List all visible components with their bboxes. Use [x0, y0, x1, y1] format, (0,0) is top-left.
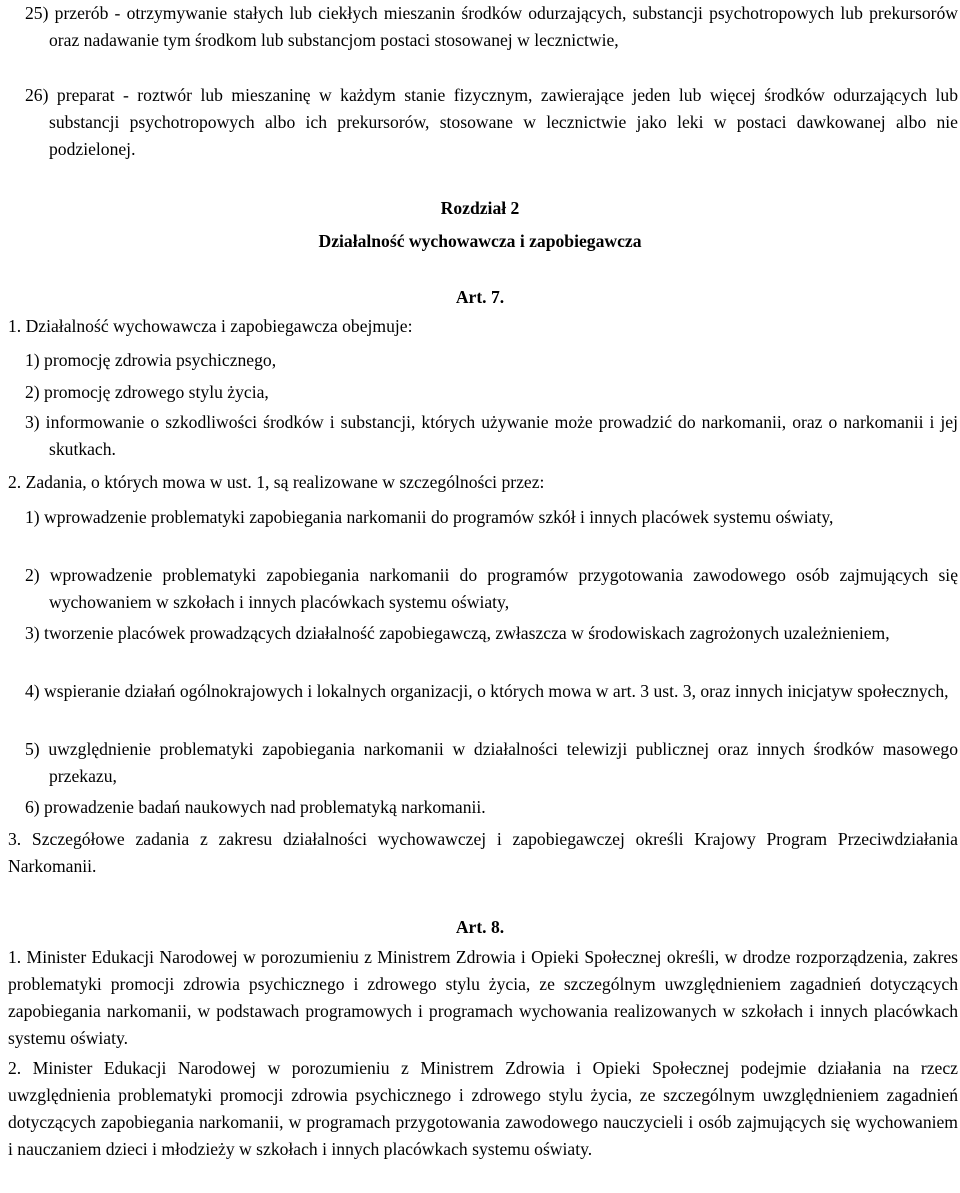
art8-para1: 1. Minister Edukacji Narodowej w porozumieniu z Ministrem Zdrowia i Opieki Społecznej określi, w drodze rozporządzenia, zakres problematyki promocji zdrowia psychicznego i zdrowego stylu życia, ze szczególnym uwzględnieniem zagadnień dotyczących zapobiegania narkomanii, w podstawach programowych i programach wychowania realizowanych w szkołach i innych placówkach systemu oświaty.	[8, 947, 958, 1048]
art7-para2-item3: 3) tworzenie placówek prowadzących działalność zapobiegawczą, zwłaszcza w środowiskach zagrożonych uzależnieniem,	[25, 623, 890, 643]
chapter-title: Działalność wychowawcza i zapobiegawcza	[318, 231, 642, 251]
art7-para2-item5: 5) uwzględnienie problematyki zapobiegania narkomanii w działalności telewizji publicznej oraz innych środków masowego przekazu,	[25, 739, 958, 786]
art7-para2-item6: 6) prowadzenie badań naukowych nad problematyką narkomanii.	[25, 797, 486, 817]
chapter-number: Rozdział 2	[440, 198, 520, 218]
art7-para1-item2: 2) promocję zdrowego stylu życia,	[25, 382, 269, 402]
art8-para2: 2. Minister Edukacji Narodowej w porozumieniu z Ministrem Zdrowia i Opieki Społecznej podejmie działania na rzecz uwzględnienia problematyki promocji zdrowia psychicznego i zdrowego stylu życia, ze szczególnym uwzględnieniem zagadnień dotyczących zapobiegania narkomanii, w programach przygotowania zawodowego nauczycieli i osób zajmujących się wychowaniem i nauczaniem dzieci i młodzieży w szkołach i innych placówkach systemu oświaty.	[8, 1058, 958, 1159]
art7-para2: 2. Zadania, o których mowa w ust. 1, są realizowane w szczególności przez:	[8, 472, 545, 492]
art7-para1-item3: 3) informowanie o szkodliwości środków i substancji, których używanie może prowadzić do narkomanii, oraz o narkomanii i jej skutkach.	[25, 412, 958, 459]
art7-para3: 3. Szczegółowe zadania z zakresu działalności wychowawczej i zapobiegawczej określi Krajowy Program Przeciwdziałania Narkomanii.	[8, 829, 958, 876]
art7-heading: Art. 7.	[455, 287, 505, 307]
art7-para2-item4: 4) wspieranie działań ogólnokrajowych i lokalnych organizacji, o których mowa w art. 3 ust. 3, oraz innych inicjatyw społecznych,	[25, 681, 949, 701]
intro-item-25: 25) przerób - otrzymywanie stałych lub ciekłych mieszanin środków odurzających, substancji psychotropowych lub prekursorów oraz nadawanie tym środkom lub substancjom postaci stosowanej w lecznictwie,	[25, 3, 958, 50]
art7-para2-item2: 2) wprowadzenie problematyki zapobiegania narkomanii do programów przygotowania zawodowego osób zajmujących się wychowaniem w szkołach i innych placówkach systemu oświaty,	[25, 565, 958, 612]
art7-para2-item1: 1) wprowadzenie problematyki zapobiegania narkomanii do programów szkół i innych placówek systemu oświaty,	[25, 507, 834, 527]
art7-para1-item1: 1) promocję zdrowia psychicznego,	[25, 350, 277, 370]
art7-para1: 1. Działalność wychowawcza i zapobiegawcza obejmuje:	[8, 316, 413, 336]
art8-heading: Art. 8.	[455, 917, 505, 937]
intro-item-26: 26) preparat - roztwór lub mieszaninę w każdym stanie fizycznym, zawierające jeden lub więcej środków odurzających lub substancji psychotropowych albo ich prekursorów, stosowane w lecznictwie jako leki w postaci dawkowanej albo nie podzielonej.	[25, 85, 958, 159]
